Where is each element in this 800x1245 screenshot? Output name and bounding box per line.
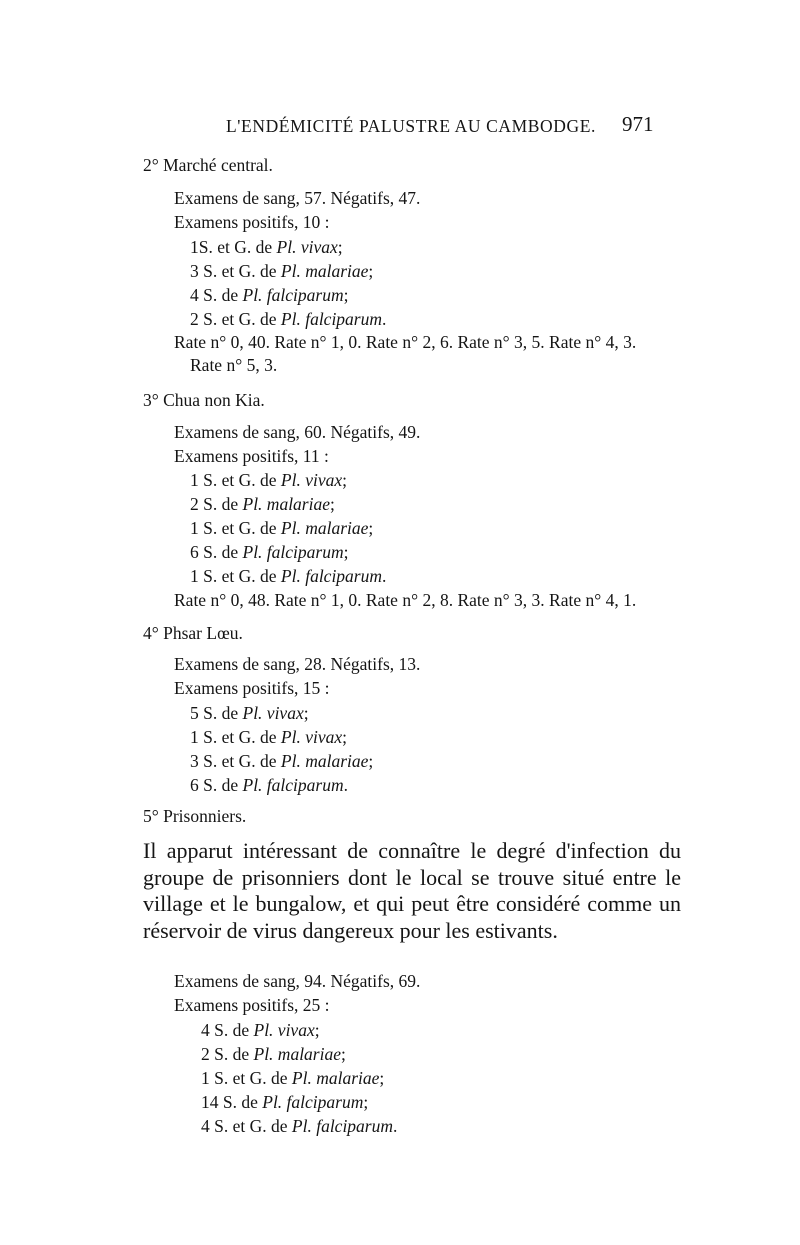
result-item: 1 S. et G. de Pl. vivax; bbox=[190, 727, 347, 747]
page-header bbox=[0, 112, 800, 146]
result-item: 1 S. et G. de Pl. vivax; bbox=[190, 470, 347, 490]
result-item: 2 S. de Pl. malariae; bbox=[190, 494, 335, 514]
result-item: 3 S. et G. de Pl. malariae; bbox=[190, 261, 374, 281]
running-title: L'ENDÉMICITÉ PALUSTRE AU CAMBODGE. bbox=[226, 116, 596, 136]
exams-line: Examens de sang, 94. Négatifs, 69. bbox=[174, 971, 421, 991]
result-item: 1S. et G. de Pl. vivax; bbox=[190, 237, 343, 257]
body-paragraph bbox=[143, 838, 681, 944]
rate-line: Rate n° 0, 48. Rate n° 1, 0. Rate n° 2, 8. Rate n° 3, 3. Rate n° 4, 1. bbox=[174, 590, 637, 610]
rate-line: Rate n° 0, 40. Rate n° 1, 0. Rate n° 2, 6. Rate n° 3, 5. Rate n° 4, 3. bbox=[174, 332, 637, 352]
result-item: 14 S. de Pl. falciparum; bbox=[201, 1092, 369, 1112]
result-item: 1 S. et G. de Pl. malariae; bbox=[190, 518, 374, 538]
paragraph-line: Il apparut intéressant de connaître le degré d'infection du bbox=[143, 838, 681, 863]
result-item: 6 S. de Pl. falciparum. bbox=[190, 775, 348, 795]
result-item: 1 S. et G. de Pl. falciparum. bbox=[190, 566, 387, 586]
result-item: 4 S. de Pl. falciparum; bbox=[190, 285, 349, 305]
page-number: 971 bbox=[622, 112, 654, 136]
result-item: 1 S. et G. de Pl. malariae; bbox=[201, 1068, 385, 1088]
result-item: 4 S. et G. de Pl. falciparum. bbox=[201, 1116, 398, 1136]
result-item: 5 S. de Pl. vivax; bbox=[190, 703, 309, 723]
exams-line: Examens de sang, 60. Négatifs, 49. bbox=[174, 422, 421, 442]
result-item: 2 S. de Pl. malariae; bbox=[201, 1044, 346, 1064]
exams-line: Examens de sang, 57. Négatifs, 47. bbox=[174, 188, 421, 208]
positives-line: Examens positifs, 11 : bbox=[174, 446, 329, 466]
paragraph-line: groupe de prisonniers dont le local se trouve situé entre le bbox=[143, 864, 681, 890]
paragraph-line: village et le bungalow, et qui peut être considéré comme un bbox=[143, 891, 681, 916]
result-item: 2 S. et G. de Pl. falciparum. bbox=[190, 309, 387, 329]
positives-line: Examens positifs, 15 : bbox=[174, 678, 330, 698]
exams-line: Examens de sang, 28. Négatifs, 13. bbox=[174, 654, 421, 674]
section-heading: 4° Phsar Lœu. bbox=[143, 623, 243, 643]
section-heading: 3° Chua non Kia. bbox=[143, 390, 265, 410]
result-item: 3 S. et G. de Pl. malariae; bbox=[190, 751, 374, 771]
section-heading: 5° Prisonniers. bbox=[143, 806, 247, 826]
positives-line: Examens positifs, 10 : bbox=[174, 212, 330, 232]
section-heading: 2° Marché central. bbox=[143, 155, 273, 175]
positives-line: Examens positifs, 25 : bbox=[174, 995, 330, 1015]
result-item: 4 S. de Pl. vivax; bbox=[201, 1020, 320, 1040]
result-item: 6 S. de Pl. falciparum; bbox=[190, 542, 349, 562]
rate-line: Rate n° 5, 3. bbox=[190, 355, 278, 375]
paragraph-line: réservoir de virus dangereux pour les estivants. bbox=[143, 917, 558, 943]
